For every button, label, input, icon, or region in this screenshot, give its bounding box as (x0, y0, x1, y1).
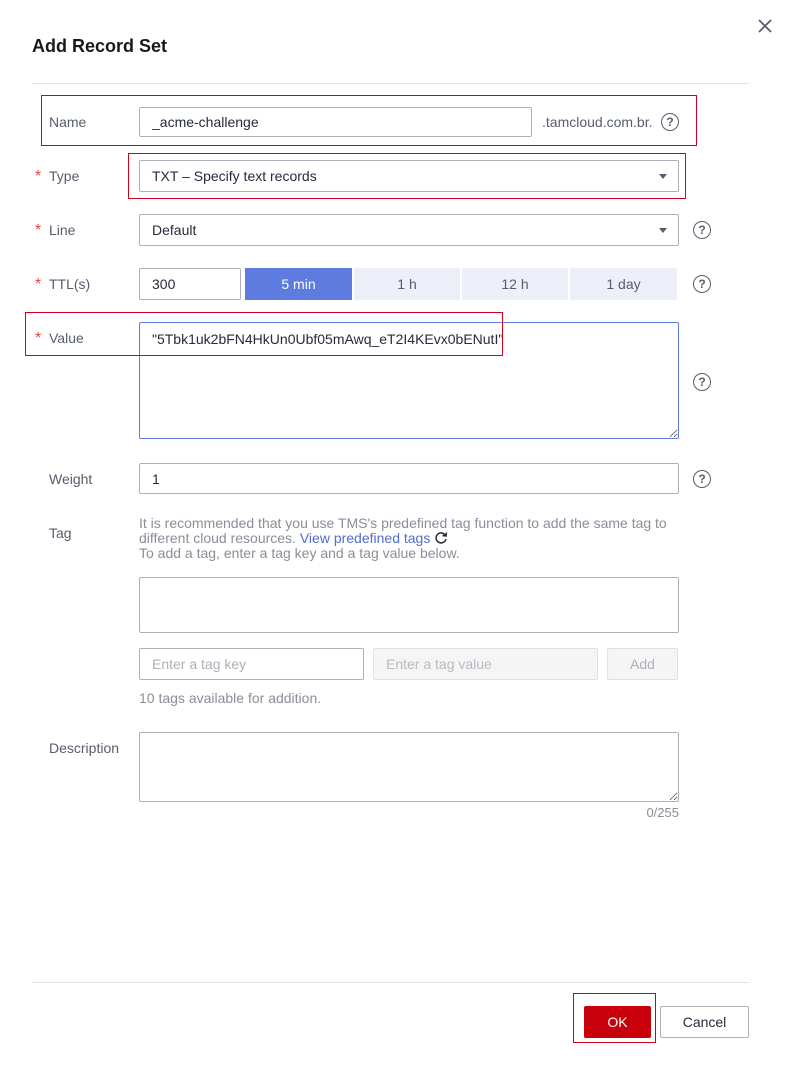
weight-label: Weight (49, 471, 93, 487)
dialog-title: Add Record Set (32, 36, 168, 56)
weight-input[interactable] (139, 463, 679, 494)
footer-divider (32, 982, 749, 983)
description-label: Description (49, 740, 120, 756)
header-divider (32, 83, 749, 84)
help-circle-icon[interactable]: ? (693, 221, 711, 239)
domain-suffix: .tamcloud.com.br. (542, 114, 653, 130)
help-circle-icon[interactable]: ? (661, 113, 679, 131)
ttl-label: TTL(s) (49, 276, 91, 292)
ttl-preset-1h[interactable]: 1 h (354, 268, 460, 300)
type-label: Type (49, 168, 80, 184)
help-circle-icon[interactable]: ? (693, 470, 711, 488)
chevron-down-icon (659, 228, 667, 233)
ttl-preset-1day[interactable]: 1 day (570, 268, 677, 300)
tag-key-input[interactable] (139, 648, 364, 680)
help-circle-icon[interactable]: ? (693, 373, 711, 391)
tag-note (139, 516, 679, 561)
tags-available-note: 10 tags available for addition. (139, 690, 322, 706)
ttl-preset-5min[interactable]: 5 min (245, 268, 352, 300)
ok-button[interactable]: OK (584, 1006, 651, 1038)
view-predefined-tags-link[interactable]: View predefined tags (299, 530, 431, 546)
required-mark: * (35, 168, 42, 185)
close-icon[interactable] (755, 16, 775, 36)
type-selected-value: TXT – Specify text records (152, 168, 317, 184)
tag-list-area (139, 577, 679, 633)
help-circle-icon[interactable]: ? (693, 275, 711, 293)
tag-note-instruction: To add a tag, enter a tag key and a tag value below. (139, 545, 460, 561)
required-mark: * (35, 330, 42, 347)
name-input[interactable] (139, 107, 532, 137)
ttl-preset-12h[interactable]: 12 h (462, 268, 568, 300)
type-select[interactable] (139, 160, 679, 192)
value-textarea[interactable] (139, 322, 679, 439)
ttl-input[interactable] (139, 268, 241, 300)
required-mark: * (35, 276, 42, 293)
add-tag-button[interactable]: Add (607, 648, 678, 680)
cancel-button[interactable]: Cancel (660, 1006, 749, 1038)
name-label: Name (49, 114, 87, 130)
line-select[interactable] (139, 214, 679, 246)
refresh-icon[interactable] (434, 531, 448, 545)
value-label: Value (49, 330, 84, 346)
tag-value-input[interactable] (373, 648, 598, 680)
line-label: Line (49, 222, 76, 238)
tag-label: Tag (49, 525, 72, 541)
description-counter: 0/255 (646, 805, 679, 820)
description-textarea[interactable] (139, 732, 679, 802)
chevron-down-icon (659, 174, 667, 179)
tag-note-text: It is recommended that you use TMS's predefined tag function to add the same tag to different cloud resources. (139, 515, 667, 546)
required-mark: * (35, 222, 42, 239)
line-selected-value: Default (152, 222, 197, 238)
